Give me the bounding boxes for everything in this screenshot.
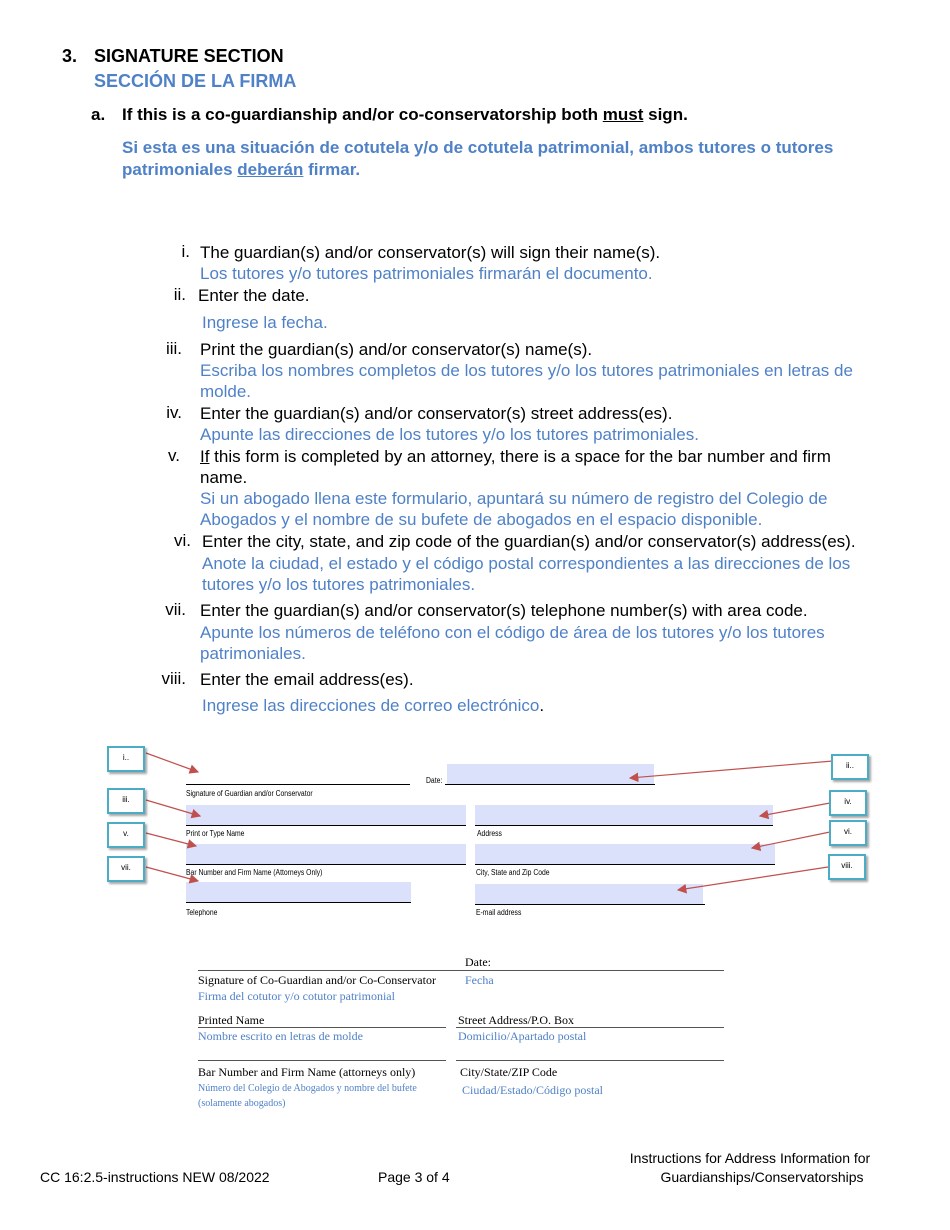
item-v-en-1: If this form is completed by an attorney, there is a space for the bar number and firm xyxy=(200,447,831,466)
footer-title-2: Guardianships/Conservatorships xyxy=(660,1169,864,1185)
caption-print-name: Print or Type Name xyxy=(186,829,245,838)
sample-fecha: Fecha xyxy=(465,973,494,987)
item-vii-es-1: Apunte los números de teléfono con el código de área de los tutores y/o los tutores xyxy=(200,623,825,642)
item-i-es: Los tutores y/o tutores patrimoniales firmarán el documento. xyxy=(200,264,653,283)
item-v-es-1: Si un abogado llena este formulario, apuntará su número de registro del Colegio de xyxy=(200,489,828,508)
callout-iv: iv. xyxy=(829,790,867,816)
caption-telephone: Telephone xyxy=(186,908,218,917)
item-viii-number: viii. xyxy=(161,669,186,688)
sample-signature-label: Signature of Co-Guardian and/or Co-Conservator xyxy=(198,973,436,987)
item-vii-en: Enter the guardian(s) and/or conservator(s) telephone number(s) with area code. xyxy=(200,601,808,620)
item-v-number: v. xyxy=(168,446,180,465)
item-ii-en: Enter the date. xyxy=(198,286,310,305)
sample-bar-es-2: (solamente abogados) xyxy=(198,1098,286,1109)
arrow-ii xyxy=(630,761,833,778)
caption-email: E-mail address xyxy=(476,908,522,917)
sample-street-es: Domicilio/Apartado postal xyxy=(458,1029,587,1043)
callout-iii: iii. xyxy=(107,788,145,814)
section-number: 3. xyxy=(62,46,78,66)
arrow-iv xyxy=(760,803,830,816)
item-iv-es: Apunte las direcciones de los tutores y/o los tutores patrimoniales. xyxy=(200,425,699,444)
item-i-number: i. xyxy=(181,242,190,261)
item-vi-es-1: Anote la ciudad, el estado y el código postal correspondientes a las direcciones de los xyxy=(202,554,851,573)
sample-firma: Firma del cotutor y/o cotutor patrimonial xyxy=(198,989,395,1003)
arrow-iii xyxy=(146,800,200,816)
arrow-vii xyxy=(146,867,198,881)
item-viii-es: Ingrese las direcciones de correo electrónico. xyxy=(202,696,545,715)
item-vi-en: Enter the city, state, and zip code of the guardian(s) and/or conservator(s) address(es). xyxy=(202,532,856,551)
callout-vii: vii. xyxy=(107,856,145,882)
caption-date: Date: xyxy=(426,776,443,785)
sub-a-text: If this is a co-guardianship and/or co-conservatorship both must sign. xyxy=(122,105,688,124)
item-vi-es-2: tutores y/o los tutores patrimoniales. xyxy=(202,575,476,594)
sample-street: Street Address/P.O. Box xyxy=(458,1013,575,1027)
footer-title-1: Instructions for Address Information for xyxy=(629,1150,871,1166)
item-vii-number: vii. xyxy=(165,600,186,619)
section-title: SIGNATURE SECTION xyxy=(94,46,284,66)
sub-a-marker: a. xyxy=(91,105,106,124)
callout-v: v. xyxy=(107,822,145,848)
sample-signature-line xyxy=(198,970,724,971)
item-vii-es-2: patrimoniales. xyxy=(200,644,306,663)
arrow-i xyxy=(146,753,198,772)
signature-form-illustration xyxy=(0,740,950,930)
sample-bar-es-1: Número del Colegio de Abogados y nombre del bufete xyxy=(198,1083,417,1094)
caption-city: City, State and Zip Code xyxy=(476,868,550,877)
item-i-en: The guardian(s) and/or conservator(s) will sign their name(s). xyxy=(200,243,661,262)
footer-page: Page 3 of 4 xyxy=(378,1169,450,1185)
section-title-es: SECCIÓN DE LA FIRMA xyxy=(94,71,297,91)
item-viii-en: Enter the email address(es). xyxy=(200,670,414,689)
callout-viii: viii. xyxy=(828,854,866,880)
arrow-vi xyxy=(752,832,830,848)
sample-bar-line xyxy=(198,1060,446,1061)
item-ii-number: ii. xyxy=(173,285,186,304)
caption-bar: Bar Number and Firm Name (Attorneys Only) xyxy=(186,868,323,877)
item-ii-es: Ingrese la fecha. xyxy=(202,313,328,332)
sample-city-line xyxy=(456,1060,724,1061)
item-iii-en: Print the guardian(s) and/or conservator(s) name(s). xyxy=(200,340,593,359)
arrow-v xyxy=(146,833,196,846)
sample-bar: Bar Number and Firm Name (attorneys only) xyxy=(198,1065,416,1079)
sub-a-text-es-1: Si esta es una situación de cotutela y/o de cotutela patrimonial, ambos tutores o tutores xyxy=(122,138,834,157)
item-iii-number: iii. xyxy=(165,339,182,358)
sample-city: City/State/ZIP Code xyxy=(460,1065,558,1079)
item-v-es-2: Abogados y el nombre de su bufete de abogados en el espacio disponible. xyxy=(200,510,763,529)
item-v-en-2: name. xyxy=(200,468,248,487)
callout-i: i.. xyxy=(107,746,145,772)
sample-printed-name-line xyxy=(198,1027,446,1028)
caption-address: Address xyxy=(477,829,502,838)
item-vi-number: vi. xyxy=(174,531,191,550)
footer-form-id: CC 16:2.5-instructions NEW 08/2022 xyxy=(40,1169,270,1185)
arrow-viii xyxy=(678,867,828,890)
callout-ii: ii.. xyxy=(831,754,869,780)
sample-printed-name-es: Nombre escrito en letras de molde xyxy=(198,1029,363,1043)
sample-street-line xyxy=(456,1027,724,1028)
item-iii-es-2: molde. xyxy=(200,382,252,401)
sample-date: Date: xyxy=(465,955,491,969)
item-iii-es-1: Escriba los nombres completos de los tutores y/o los tutores patrimoniales en letras de xyxy=(200,361,853,380)
callout-vi: vi. xyxy=(829,820,867,846)
item-iv-number: iv. xyxy=(166,403,182,422)
sub-a-text-es-2: patrimoniales deberán firmar. xyxy=(122,160,361,179)
sample-printed-name: Printed Name xyxy=(198,1013,265,1027)
item-iv-en: Enter the guardian(s) and/or conservator(s) street address(es). xyxy=(200,404,673,423)
caption-signature: Signature of Guardian and/or Conservator xyxy=(186,789,313,798)
sample-city-es: Ciudad/Estado/Código postal xyxy=(462,1083,603,1097)
